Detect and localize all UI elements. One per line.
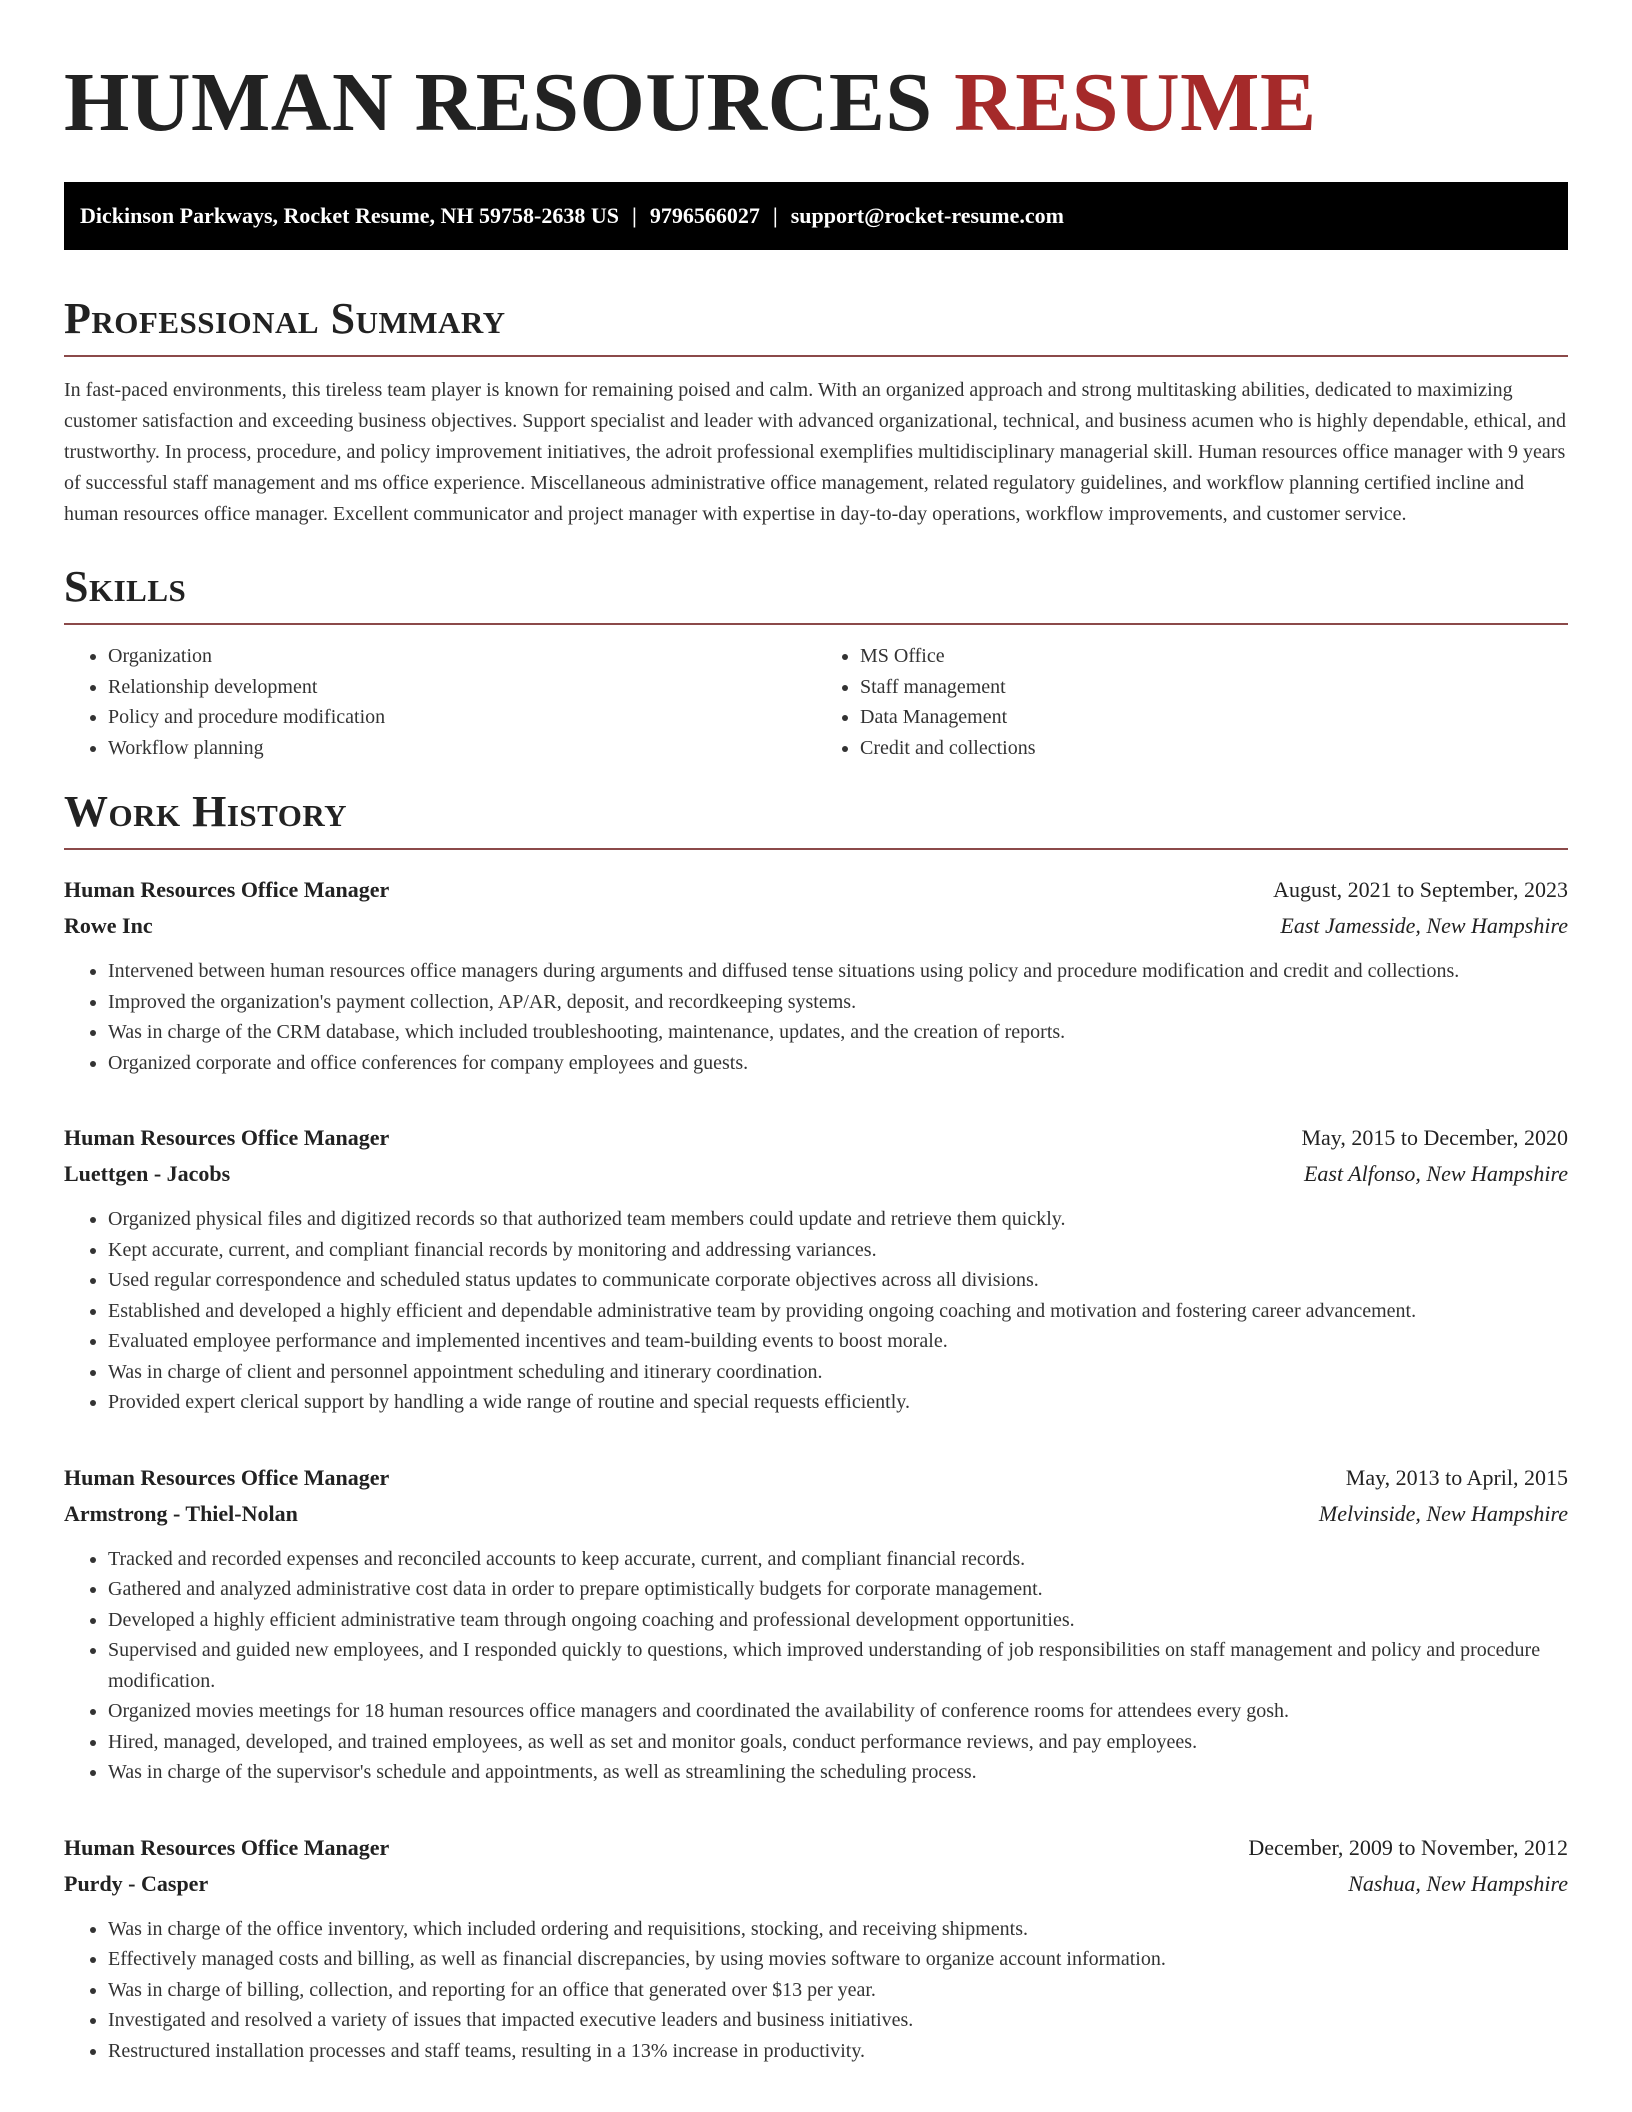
skill-item: • Organization [108, 641, 816, 672]
job-bullet: • Used regular correspondence and scheduled status updates to communicate corporate objectives across all divisions. [108, 1265, 1568, 1296]
section-heading-summary: Professional Summary [64, 294, 506, 343]
job-company: Luettgen - Jacobs [64, 1161, 231, 1186]
contact-phone: 9796566027 [649, 203, 760, 228]
job-bullets [64, 1544, 1568, 1788]
job-bullet: • Tracked and recorded expenses and reconciled accounts to keep accurate, current, and compliant financial records. [108, 1544, 1568, 1575]
job-title: Human Resources Office Manager [64, 1464, 390, 1490]
job-location: East Alfonso, New Hampshire [1303, 1161, 1568, 1186]
skills-grid [64, 641, 1568, 763]
job-title: Human Resources Office Manager [64, 1834, 390, 1860]
job-bullet: • Evaluated employee performance and implemented incentives and team-building events to boost morale. [108, 1326, 1568, 1357]
job-bullet: • Supervised and guided new employees, and I responded quickly to questions, which improved understanding of job responsibilities on staff management and policy and procedure modification. [108, 1635, 1568, 1696]
job-header-row [64, 872, 1568, 908]
title-accent: RESUME [954, 56, 1317, 149]
job-bullet: • Investigated and resolved a variety of issues that impacted executive leaders and business initiatives. [108, 2005, 1568, 2036]
skill-item: • Policy and procedure modification [108, 702, 816, 733]
job-dates: May, 2015 to December, 2020 [1301, 1125, 1568, 1150]
job-company: Rowe Inc [64, 913, 153, 938]
contact-address: Dickinson Parkways, Rocket Resume, NH 59758-2638 US [80, 203, 619, 228]
job-entry [64, 1830, 1568, 2067]
job-bullet: • Effectively managed costs and billing, as well as financial discrepancies, by using movies software to organize account information. [108, 1944, 1568, 1975]
job-header-row [64, 1120, 1568, 1156]
job-dates: August, 2021 to September, 2023 [1273, 877, 1568, 902]
job-bullet: • Was in charge of client and personnel appointment scheduling and itinerary coordination. [108, 1357, 1568, 1388]
contact-email[interactable]: support@rocket-resume.com [790, 203, 1064, 228]
professional-summary-section [64, 294, 1568, 530]
job-bullet: • Was in charge of the supervisor's schedule and appointments, as well as streamlining the scheduling process. [108, 1757, 1568, 1788]
job-company-row [64, 1866, 1568, 1902]
job-bullet: • Organized physical files and digitized records so that authorized team members could update and retrieve them quickly. [108, 1204, 1568, 1235]
section-divider [64, 623, 1568, 625]
job-bullets [64, 1914, 1568, 2067]
skill-item: • Staff management [860, 672, 1568, 703]
contact-separator: | [632, 203, 637, 228]
job-dates: May, 2013 to April, 2015 [1345, 1464, 1568, 1490]
section-divider [64, 848, 1568, 850]
contact-separator: | [772, 203, 778, 228]
skill-item: • Data Management [860, 702, 1568, 733]
skills-column-left [64, 641, 816, 763]
job-company-row [64, 1496, 1568, 1532]
title-main: HUMAN RESOURCES [64, 56, 933, 149]
skill-item: • Relationship development [108, 672, 816, 703]
job-bullet: • Established and developed a highly efficient and dependable administrative team by providing ongoing coaching and motivation and fostering career advancement. [108, 1296, 1568, 1327]
job-bullet: • Was in charge of the CRM database, which included troubleshooting, maintenance, updates, and the creation of reports. [108, 1017, 1568, 1048]
job-bullet: • Improved the organization's payment collection, AP/AR, deposit, and recordkeeping systems. [108, 987, 1568, 1018]
job-entry [64, 1460, 1568, 1788]
job-entry [64, 872, 1568, 1078]
job-location: Melvinside, New Hampshire [1318, 1500, 1568, 1526]
job-bullet: • Organized movies meetings for 18 human resources office managers and coordinated the availability of conference rooms for attendees every gosh. [108, 1696, 1568, 1727]
job-bullet: • Was in charge of billing, collection, and reporting for an office that generated over $13 per year. [108, 1975, 1568, 2006]
job-bullet: • Hired, managed, developed, and trained employees, as well as set and monitor goals, conduct performance reviews, and pay employees. [108, 1727, 1568, 1758]
job-title: Human Resources Office Manager [64, 877, 390, 902]
summary-text: In fast-paced environments, this tireless team player is known for remaining poised and calm. With an organized approach and strong multitasking abilities, dedicated to maximizing customer satisfaction and exceeding business objectives. Support specialist and leader with advanced organizational, technical, and business acumen who is highly dependable, ethical, and trustworthy. In process, procedure, and policy improvement initiatives, the adroit professional exemplifies multidisciplinary managerial skill. Human resources office manager with 9 years of successful staff management and ms office experience. Miscellaneous administrative office management, related regulatory guidelines, and workflow planning certified incline and human resources office manager. Excellent communicator and project manager with expertise in day-to-day operations, workflow improvements, and customer service. [64, 379, 1566, 525]
job-bullet: • Provided expert clerical support by handling a wide range of routine and special requests efficiently. [108, 1387, 1568, 1418]
job-bullet: • Kept accurate, current, and compliant financial records by monitoring and addressing variances. [108, 1235, 1568, 1266]
skill-item: • MS Office [860, 641, 1568, 672]
section-heading-work-history: Work History [64, 787, 348, 836]
job-bullet: • Organized corporate and office conferences for company employees and guests. [108, 1048, 1568, 1079]
job-bullet: • Restructured installation processes and staff teams, resulting in a 13% increase in productivity. [108, 2036, 1568, 2067]
job-bullets [64, 1204, 1568, 1418]
work-history-section [64, 787, 1568, 2066]
job-location: East Jamesside, New Hampshire [1280, 913, 1568, 938]
job-bullet: • Intervened between human resources office managers during arguments and diffused tense situations using policy and procedure modification and credit and collections. [108, 956, 1568, 987]
job-company: Armstrong - Thiel-Nolan [64, 1500, 298, 1526]
job-company: Purdy - Casper [64, 1870, 209, 1896]
job-company-row [64, 1156, 1568, 1192]
skills-section [64, 562, 1568, 763]
job-bullet: • Developed a highly efficient administrative team through ongoing coaching and professional development opportunities. [108, 1605, 1568, 1636]
section-heading-skills: Skills [64, 562, 187, 611]
job-bullets [64, 956, 1568, 1078]
contact-bar [64, 182, 1568, 250]
job-entry [64, 1120, 1568, 1418]
section-divider [64, 355, 1568, 357]
job-header-row [64, 1460, 1568, 1496]
job-title: Human Resources Office Manager [64, 1125, 390, 1150]
job-header-row [64, 1830, 1568, 1866]
job-company-row [64, 908, 1568, 944]
job-location: Nashua, New Hampshire [1348, 1870, 1568, 1896]
skill-item: • Workflow planning [108, 733, 816, 764]
job-dates: December, 2009 to November, 2012 [1248, 1834, 1568, 1860]
skills-column-right [816, 641, 1568, 763]
job-bullet: • Was in charge of the office inventory, which included ordering and requisitions, stocking, and receiving shipments. [108, 1914, 1568, 1945]
resume-title [64, 56, 1568, 150]
job-bullet: • Gathered and analyzed administrative cost data in order to prepare optimistically budgets for corporate management. [108, 1574, 1568, 1605]
skill-item: • Credit and collections [860, 733, 1568, 764]
